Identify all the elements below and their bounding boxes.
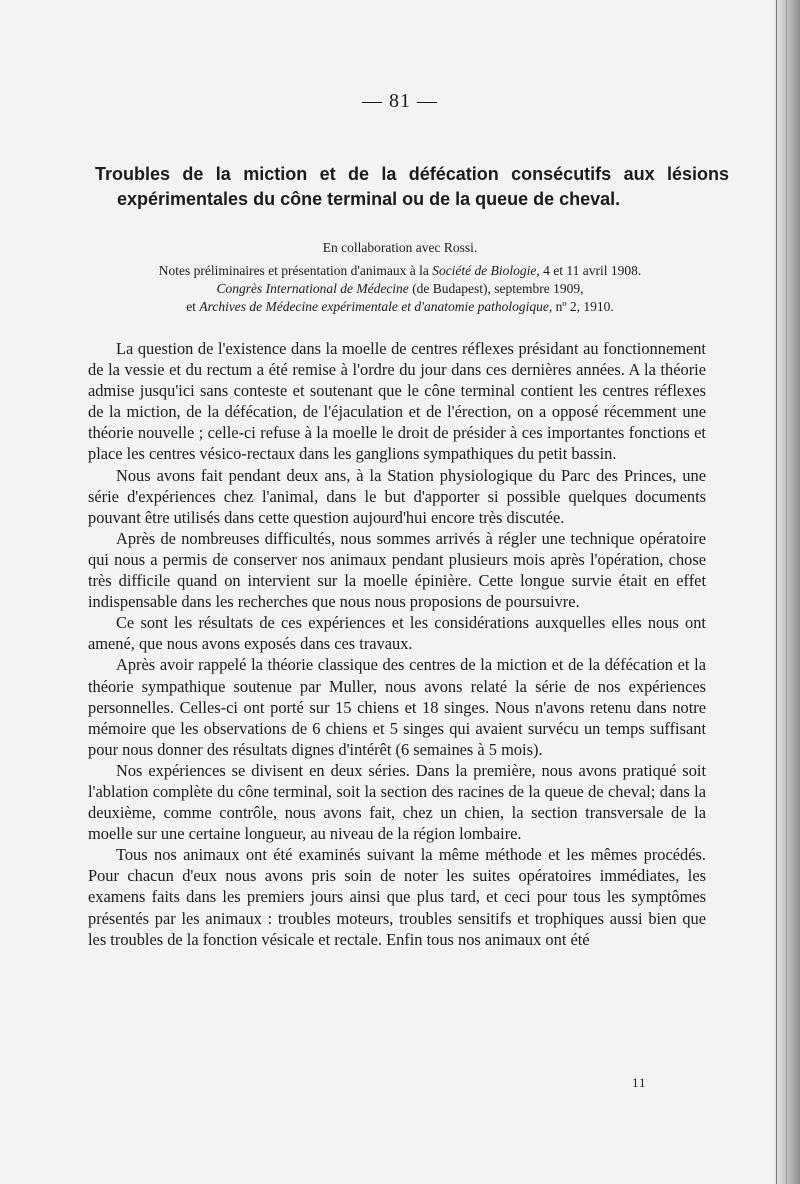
page-edge-shadow [774,0,800,1184]
paragraph: Nos expériences se divisent en deux séries. Dans la première, nous avons pratiqué soit l'ablation complète du cône terminal, soit la section des racines de la queue de cheval; dans la deuxième, comme contrôle, nous avons fait, chez un chien, la section transversale de la moelle sur une certaine longueur, au niveau de la région lombaire. [88,760,706,844]
page-edge-line [786,0,787,1184]
article-body [88,338,706,950]
paragraph: Ce sont les résultats de ces expériences et les considérations auxquelles elles nous ont amené, que nous avons exposés dans ces travaux. [88,613,706,654]
publication-note-line-3: et Archives de Médecine expérimentale et d'anatomie pathologique, nº 2, 1910. [186,299,614,314]
paragraph: Après avoir rappelé la théorie classique des centres de la miction et de la défécation et la théorie sympathique soutenue par Muller, nous avons relaté la série de nos expériences personnelles. Celles-ci ont porté sur 15 chiens et 18 singes. Nous n'avons retenu dans notre mémoire que les observations de 6 chiens et 5 singes qui avaient survécu un temps suffisant pour nous donner des résultats dignes d'intérêt (6 semaines à 5 mois). [88,655,706,759]
article-title: Troubles de la miction et de la défécation consécutifs aux lésions expérimentales du cône terminal ou de la queue de cheval. [95,164,729,209]
paragraph: La question de l'existence dans la moelle de centres réflexes présidant au fonctionnement de la vessie et du rectum a été remise à l'ordre du jour dans ces dernières années. A la théorie admise jusqu'ici sans conteste et soutenant que le cône terminal contient les centres réflexes de la miction, de la défécation, de l'éjaculation et de l'érection, on a opposé récemment une théorie nouvelle ; celle-ci refuse à la moelle le droit de présider à ces importantes fonctions et place les centres vésico-rectaux dans les ganglions sympathiques du petit bassin. [88,339,706,464]
page-edge-line [776,0,777,1184]
paragraph: Après de nombreuses difficultés, nous sommes arrivés à régler une technique opératoire qui nous a permis de conserver nos animaux pendant plusieurs mois après l'opération, chose très difficile quand on intervient sur la moelle épinière. Cette longue survie était en effet indispensable dans les recherches que nous nous proposions de poursuivre. [88,528,706,612]
paragraph: Tous nos animaux ont été examinés suivant la même méthode et les mêmes procédés. Pour chacun d'eux nous avons pris soin de noter les suites opératoires immédiates, les examens faits dans les premiers jours ainsi que plus tard, et ceci pour tous les symptômes présentés par les animaux : troubles moteurs, troubles sensitifs et trophiques aussi bien que les troubles de la fonction vésicale et rectale. Enfin tous nos animaux ont été [88,845,706,949]
publication-note-line-1: Notes préliminaires et présentation d'animaux à la Société de Biologie, 4 et 11 avril 1908. [158,263,642,278]
collaboration-note: En collaboration avec Rossi. [322,240,478,255]
paragraph: Nous avons fait pendant deux ans, à la Station physiologique du Parc des Princes, une série d'expériences chez l'animal, dans le but d'apporter si possible quelques documents pouvant être utilisés dans cette question aujourd'hui encore très discutée. [88,465,706,527]
page-number: — 81 — [362,90,438,112]
signature-mark: 11 [632,1075,647,1090]
publication-note-line-2: Congrès International de Médecine (de Budapest), septembre 1909, [216,281,584,296]
